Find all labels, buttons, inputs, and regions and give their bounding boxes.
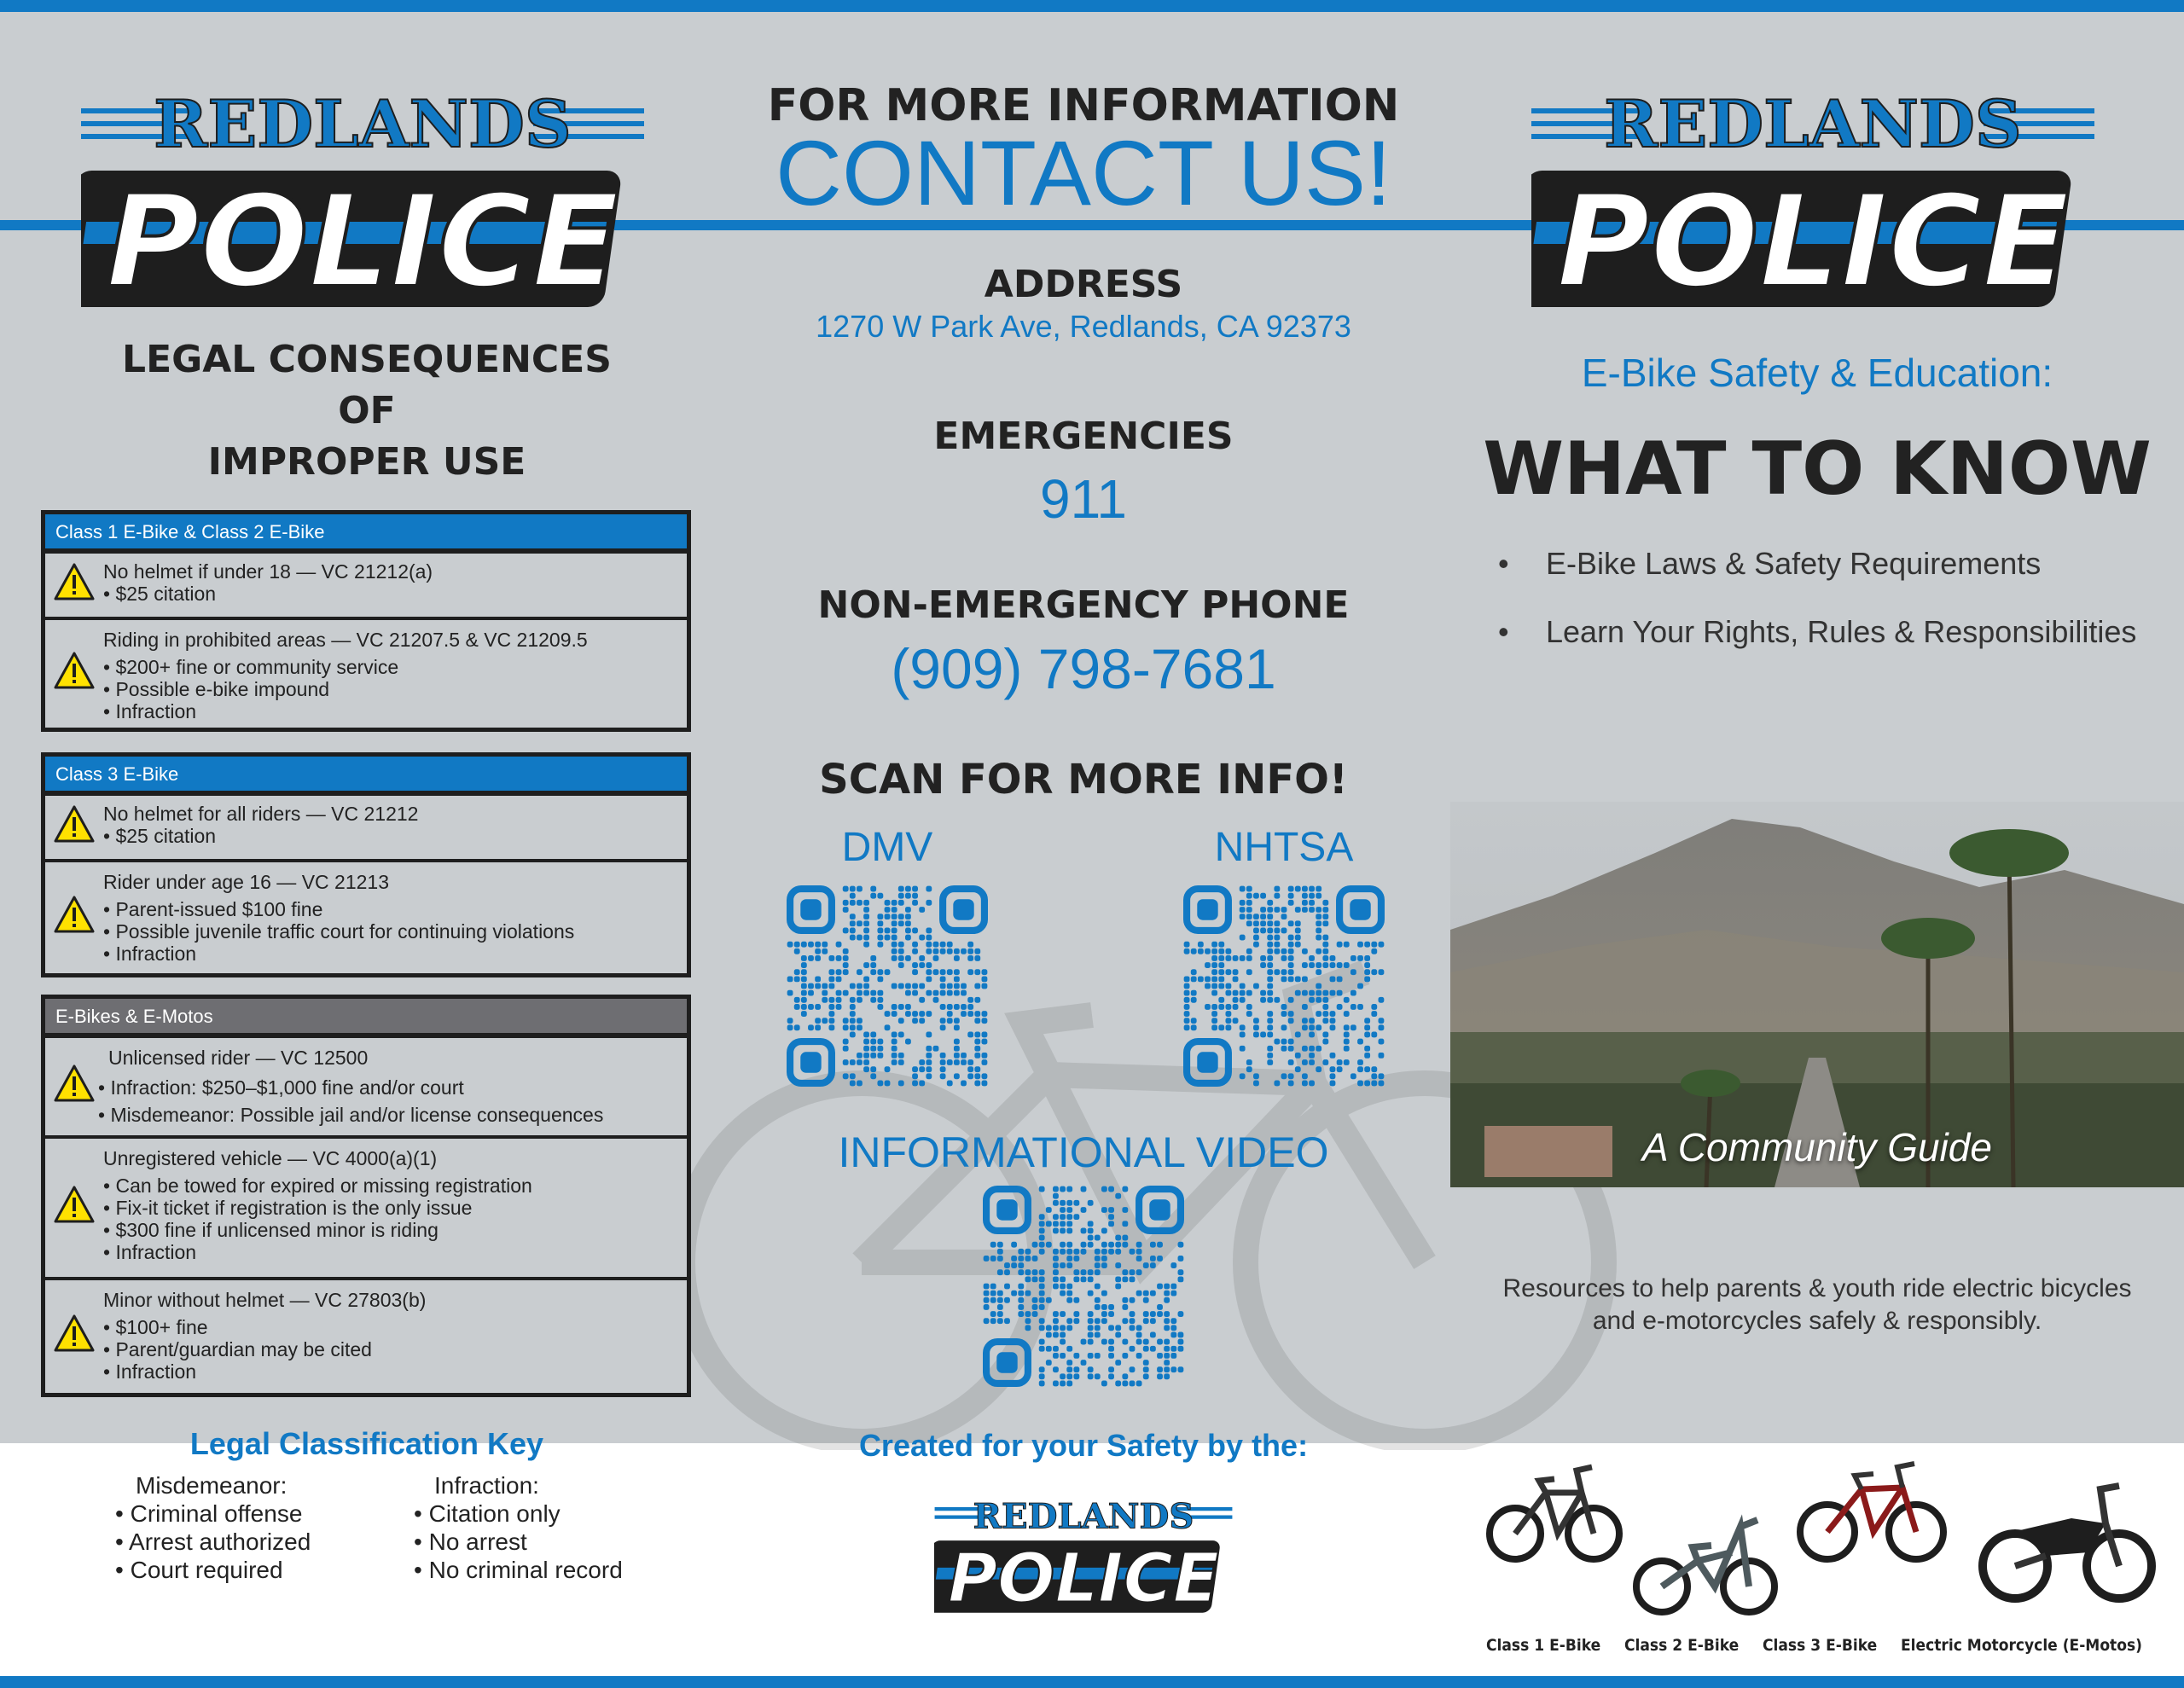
- top-accent-bar: [0, 0, 2184, 12]
- warning-icon: [54, 652, 95, 689]
- emergencies-label: EMERGENCIES: [933, 415, 1234, 458]
- scan-heading: SCAN FOR MORE INFO!: [819, 756, 1348, 803]
- emoto-label: Electric Motorcycle (E-Motos): [1901, 1636, 2142, 1655]
- warning-icon: [54, 896, 95, 933]
- row-title: Riding in prohibited areas — VC 21207.5 & VC 21209.5: [103, 629, 588, 651]
- legal-key-title: Legal Classification Key: [189, 1426, 544, 1461]
- address-label: ADDRESS: [984, 263, 1183, 306]
- address-text: 1270 W Park Ave, Redlands, CA 92373: [816, 309, 1351, 344]
- row-title: Minor without helmet — VC 27803(b): [103, 1289, 427, 1311]
- table-row: [45, 617, 687, 728]
- infraction-label: Infraction:: [434, 1472, 539, 1499]
- photo-caption: A Community Guide: [1642, 1125, 1992, 1169]
- bullet-item: • Learn Your Rights, Rules & Responsibilities: [1498, 614, 2136, 682]
- row-item: • $25 citation: [103, 583, 678, 605]
- class1-ebike-label: Class 1 E-Bike: [1486, 1636, 1601, 1655]
- non-emergency-number: (909) 798-7681: [891, 637, 1276, 700]
- warning-icon: [54, 1064, 95, 1102]
- created-by-text: Created for your Safety by the:: [858, 1428, 1309, 1463]
- violation-table-ebikes-emotos: [41, 995, 691, 1397]
- electric-motorcycle-image: [1978, 1470, 2157, 1607]
- row-title: Rider under age 16 — VC 21213: [103, 871, 389, 893]
- key-item: • No arrest: [414, 1528, 623, 1556]
- row-item: • Can be towed for expired or missing registration: [103, 1175, 678, 1197]
- emergency-number: 911: [1039, 468, 1128, 530]
- nhtsa-qr-code[interactable]: [1183, 885, 1385, 1087]
- heading-line-1: LEGAL CONSEQUENCES: [122, 338, 612, 381]
- violation-table-class1-class2: [41, 510, 691, 732]
- row-item: • Infraction: [103, 1360, 678, 1383]
- table-header: E-Bikes & E-Motos: [45, 999, 687, 1035]
- row-item: • $300 fine if unlicensed minor is riding: [103, 1219, 678, 1241]
- resources-text: [1450, 1273, 2184, 1337]
- row-title: Unlicensed rider — VC 12500: [108, 1047, 369, 1069]
- table-header: Class 1 E-Bike & Class 2 E-Bike: [45, 514, 687, 550]
- class3-ebike-image: [1795, 1450, 1949, 1569]
- class3-ebike-label: Class 3 E-Bike: [1763, 1636, 1878, 1655]
- row-item: • Parent-issued $100 fine: [103, 898, 678, 920]
- warning-icon: [54, 1186, 95, 1223]
- resources-line-2: and e-motorcycles safely & responsibly.: [1592, 1307, 2042, 1335]
- bottom-accent-bar: [0, 1676, 2184, 1688]
- violation-table-class3: [41, 752, 691, 977]
- class2-ebike-label: Class 2 E-Bike: [1624, 1636, 1740, 1655]
- misdemeanor-label: Misdemeanor:: [136, 1472, 288, 1499]
- dmv-qr-code[interactable]: [787, 885, 988, 1087]
- row-item: • Parent/guardian may be cited: [103, 1338, 678, 1360]
- row-title: Unregistered vehicle — VC 4000(a)(1): [103, 1147, 438, 1169]
- class1-ebike-image: [1486, 1450, 1623, 1569]
- class2-ebike-image: [1629, 1501, 1781, 1621]
- key-item: • Court required: [115, 1556, 311, 1584]
- key-item: • No criminal record: [414, 1556, 623, 1584]
- redlands-police-logo-left: [81, 77, 644, 316]
- row-title: No helmet for all riders — VC 21212: [103, 803, 419, 825]
- row-item: • Fix-it ticket if registration is the only issue: [103, 1197, 678, 1219]
- row-item: • Infraction: [103, 1241, 678, 1263]
- resources-line-1: Resources to help parents & youth ride electric bicycles: [1502, 1274, 2132, 1302]
- warning-icon: [54, 563, 95, 600]
- table-row: [45, 1035, 687, 1135]
- row-item: • Infraction: $250–$1,000 fine and/or court: [98, 1074, 678, 1101]
- redlands-landscape-photo: [1450, 802, 2184, 1187]
- video-label: INFORMATIONAL VIDEO: [838, 1128, 1329, 1176]
- redlands-police-logo-right: [1531, 77, 2094, 316]
- non-emergency-label: NON-EMERGENCY PHONE: [817, 583, 1350, 627]
- more-info-heading: FOR MORE INFORMATION: [767, 80, 1400, 131]
- key-item: • Citation only: [414, 1499, 623, 1528]
- warning-icon: [54, 1314, 95, 1352]
- row-item: • Infraction: [103, 700, 678, 722]
- svg-text:REDLANDS: REDLANDS: [973, 1496, 1194, 1537]
- svg-text:POLICE: POLICE: [106, 168, 619, 316]
- bullet-item: • E-Bike Laws & Safety Requirements: [1498, 546, 2136, 614]
- key-item: • Arrest authorized: [115, 1528, 311, 1556]
- safety-subtitle: E-Bike Safety & Education:: [1581, 351, 2053, 395]
- table-row: [45, 1277, 687, 1393]
- video-qr-code[interactable]: [983, 1186, 1184, 1387]
- key-item: • Criminal offense: [115, 1499, 311, 1528]
- what-to-know-title: WHAT TO KNOW: [1483, 426, 2152, 512]
- qr-nhtsa-label: NHTSA: [1214, 825, 1354, 870]
- row-item: • Possible juvenile traffic court for continuing violations: [103, 920, 678, 943]
- table-row: [45, 550, 687, 617]
- svg-text:REDLANDS: REDLANDS: [154, 86, 572, 162]
- misdemeanor-key: [115, 1471, 311, 1584]
- legal-consequences-heading: [51, 334, 682, 488]
- row-item: • Misdemeanor: Possible jail and/or license consequences: [98, 1101, 678, 1128]
- table-row: [45, 859, 687, 973]
- svg-text:POLICE: POLICE: [1556, 168, 2070, 316]
- row-item: • Possible e-bike impound: [103, 678, 678, 700]
- redlands-police-logo-footer: [934, 1491, 1233, 1617]
- row-item: • $25 citation: [103, 825, 678, 847]
- row-item: • $100+ fine: [103, 1316, 678, 1338]
- warning-icon: [54, 805, 95, 843]
- info-bullets: [1498, 546, 2136, 682]
- row-title: No helmet if under 18 — VC 21212(a): [103, 560, 433, 583]
- heading-line-3: IMPROPER USE: [207, 440, 526, 484]
- row-item: • Infraction: [103, 943, 678, 965]
- qr-dmv-label: DMV: [841, 825, 933, 870]
- contact-us-heading: CONTACT US!: [775, 121, 1392, 224]
- heading-line-2: OF: [338, 389, 396, 432]
- svg-text:POLICE: POLICE: [948, 1538, 1219, 1617]
- table-row: [45, 1135, 687, 1277]
- table-row: [45, 792, 687, 859]
- infraction-key: [414, 1471, 623, 1584]
- row-item: • $200+ fine or community service: [103, 656, 678, 678]
- table-header: Class 3 E-Bike: [45, 757, 687, 792]
- svg-text:REDLANDS: REDLANDS: [1604, 86, 2022, 162]
